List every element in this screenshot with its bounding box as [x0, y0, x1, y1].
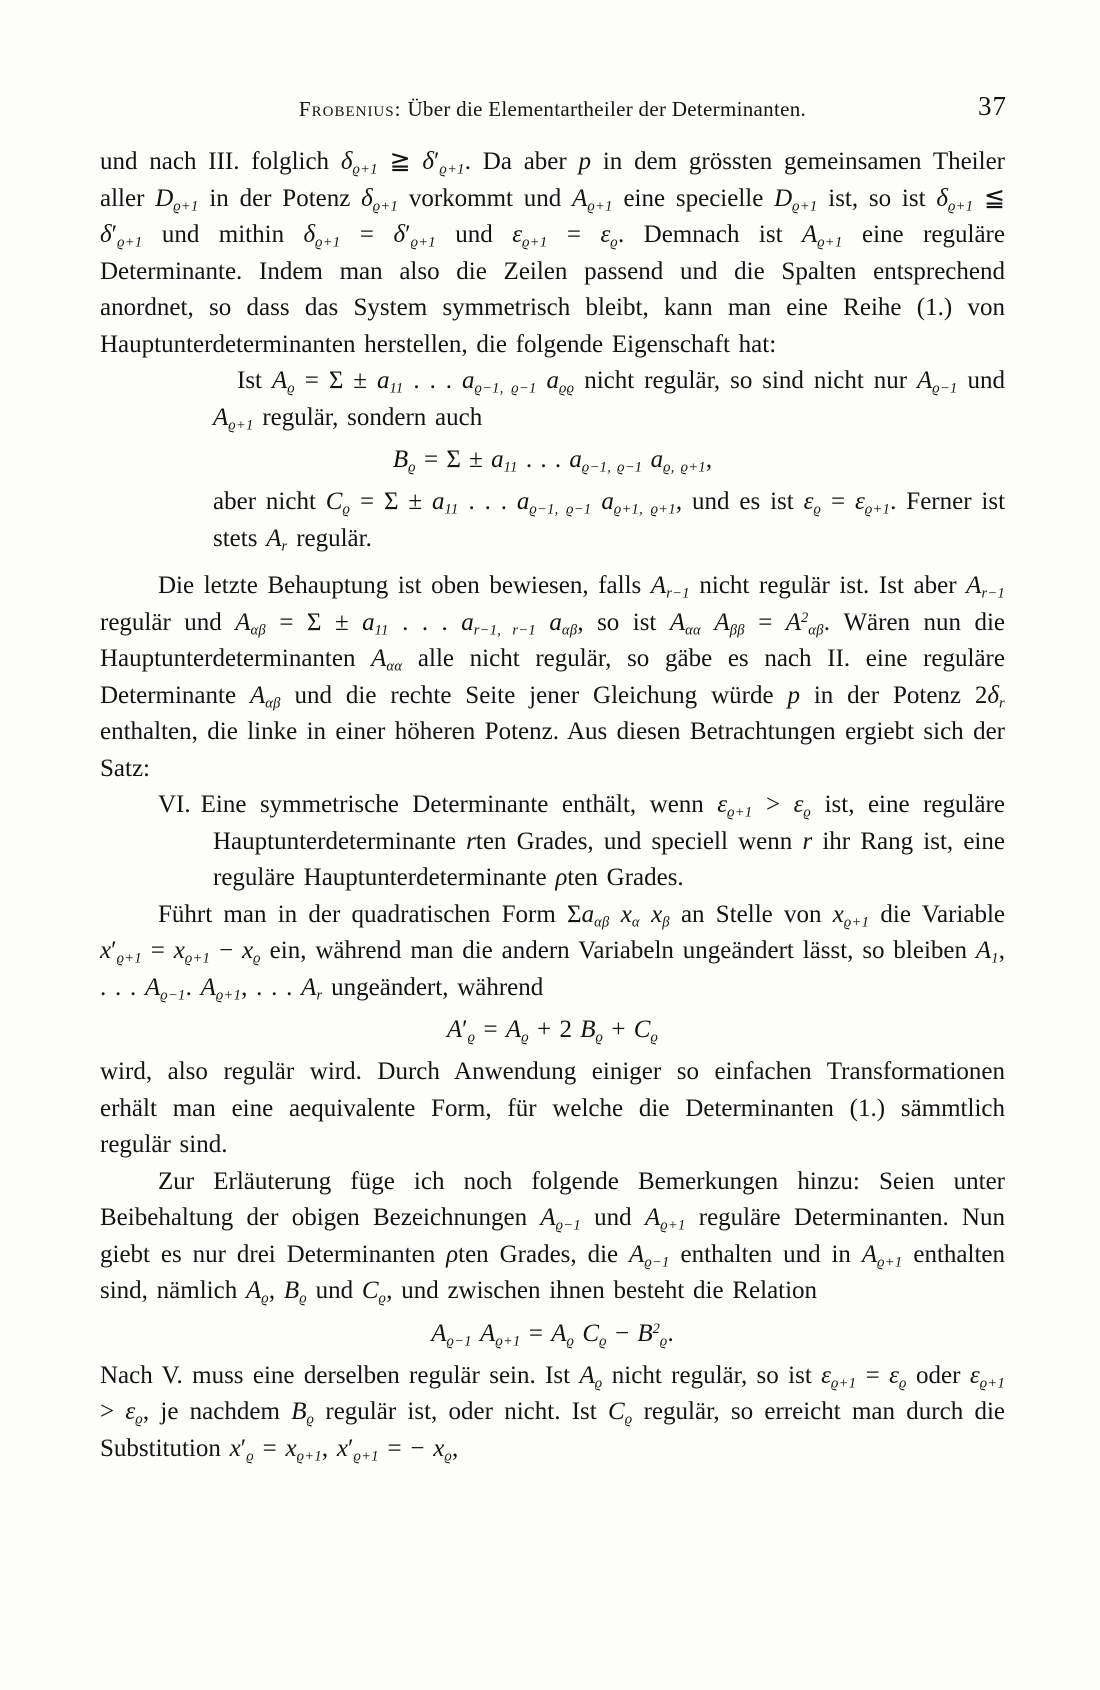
display-equation-b: $B_ϱ = \Sigma \pm a_{11}$ . . . $a_{ϱ-1, ϱ-1}$ $a_{ϱ, ϱ+1}$,: [392, 446, 713, 476]
author-name: Frobenius:: [298, 97, 402, 121]
theorem-vi: [100, 787, 1005, 897]
paragraph-final: Nach V. muss eine derselben regulär sein. Ist $A_ϱ$ nicht regulär, so ist $\varepsilon_{ϱ+1} = \varepsilon_ϱ$ oder $\varepsilon_{ϱ+1} > \varepsilon_ϱ$, je nachdem $B_ϱ$ regulär ist, oder nicht. Ist $C_ϱ$ regulär, so erreicht man durch die Substitution $x'_ϱ = x_{ϱ+1}$, $x'_{ϱ+1}$ = − $x_ϱ$,: [100, 1361, 1005, 1465]
paragraph-proof: Die letzte Behauptung ist oben bewiesen, falls $A_{r-1}$ nicht regulär ist. Ist aber $A_{r-1}$ regulär und $A_{\alpha\beta} = \Sigma \pm a_{11}$ . . . $a_{r-1, r-1}$ $a_{\alpha\beta}$, so ist $A_{\alpha\alpha}$ $A_{\beta\beta} = A^2_{\alpha\beta}$. Wären nun die Hauptunterdeterminanten $A_{\alpha\alpha}$ alle nicht regulär, so gäbe es nach II. eine reguläre Determinante $A_{\alpha\beta}$ und die rechte Seite jener Gleichung würde p in der Potenz $2\delta_r$ enthalten, die linke in einer höheren Potenz. Aus diesen Betrachtungen ergiebt sich der Satz:: [100, 572, 1006, 782]
running-title: Über die Elementartheiler der Determinanten.: [407, 97, 807, 121]
property-statement-second: aber nicht $C_ϱ = \Sigma \pm a_{11}$ . . . $a_{ϱ-1, ϱ-1}$ $a_{ϱ+1, ϱ+1}$, und es ist $\varepsilon_ϱ = \varepsilon_{ϱ+1}$. Ferner ist stets $A_r$ regulär.: [213, 488, 1006, 555]
article-body: [100, 144, 1005, 1467]
display-equation-a-prime: $A'_ϱ = A_ϱ + 2$ $B_ϱ + C_ϱ$: [446, 1016, 659, 1046]
paragraph-continuation: und nach III. folglich $\delta_{ϱ+1}$ ≧ $\delta'_{ϱ+1}$. Da aber p in dem grössten gemeinsamen Theiler aller $D_{ϱ+1}$ in der Potenz $\delta_{ϱ+1}$ vorkommt und $A_{ϱ+1}$ eine specielle $D_{ϱ+1}$ ist, so ist $\delta_{ϱ+1}$ ≦ $\delta'_{ϱ+1}$ und mithin $\delta_{ϱ+1} = \delta'_{ϱ+1}$ und $\varepsilon_{ϱ+1} = \varepsilon_ϱ$. Demnach ist $A_{ϱ+1}$ eine reguläre Determinante. Indem man also die Zeilen passend und die Spalten entsprechend anordnet, so dass das System symmetrisch bleibt, kann man eine Reihe (1.) von Hauptunterdeterminanten herstellen, die folgende Eigenschaft hat:: [100, 148, 1005, 358]
paragraph-substitution: Führt man in der quadratischen Form $\Sigma a_{\alpha\beta}$ $x_\alpha$ $x_\beta$ an Stelle von $x_{ϱ+1}$ die Variable $x'_{ϱ+1} = x_{ϱ+1} - x_ϱ$ ein, während man die andern Variabeln ungeändert lässt, so bleiben $A_1$, . . . $A_{ϱ-1}$. $A_{ϱ+1}$, . . . $A_r$ ungeändert, während: [100, 900, 1006, 1004]
theorem-vi-label: VI.: [158, 791, 191, 818]
display-equation-relation: $A_{ϱ-1}$ $A_{ϱ+1} = A_ϱ$ $C_ϱ - B^2_ϱ$.: [431, 1319, 674, 1350]
running-head: [100, 91, 1007, 122]
theorem-vi-text: Eine symmetrische Determinante enthält, wenn $\varepsilon_{ϱ+1} > \varepsilon_ϱ$ ist, eine reguläre Hauptunterdeterminante rten Grades, und speciell wenn r ihr Rang ist, eine reguläre Hauptunterdeterminante ρten Grades.: [200, 791, 1005, 891]
property-statement-first: Ist $A_ϱ = \Sigma \pm a_{11}$ . . . $a_{ϱ-1, ϱ-1}$ $a_{ϱϱ}$ nicht regulär, so sind nicht nur $A_{ϱ-1}$ und $A_{ϱ+1}$ regulär, sondern auch: [213, 367, 1006, 434]
paragraph-transformation: wird, also regulär wird. Durch Anwendung einiger so einfachen Transformationen erhält man eine aequivalente Form, für welche die Determinanten (1.) sämmtlich regulär sind.: [100, 1058, 1005, 1158]
paragraph-remarks: Zur Erläuterung füge ich noch folgende Bemerkungen hinzu: Seien unter Beibehaltung der obigen Bezeichnungen $A_{ϱ-1}$ und $A_{ϱ+1}$ reguläre Determinanten. Nun giebt es nur drei Determinanten ρten Grades, die $A_{ϱ-1}$ enthalten und in $A_{ϱ+1}$ enthalten sind, nämlich $A_ϱ$, $B_ϱ$ und $C_ϱ$, und zwischen ihnen besteht die Relation: [100, 1167, 1005, 1307]
page-number: 37: [978, 91, 1007, 121]
